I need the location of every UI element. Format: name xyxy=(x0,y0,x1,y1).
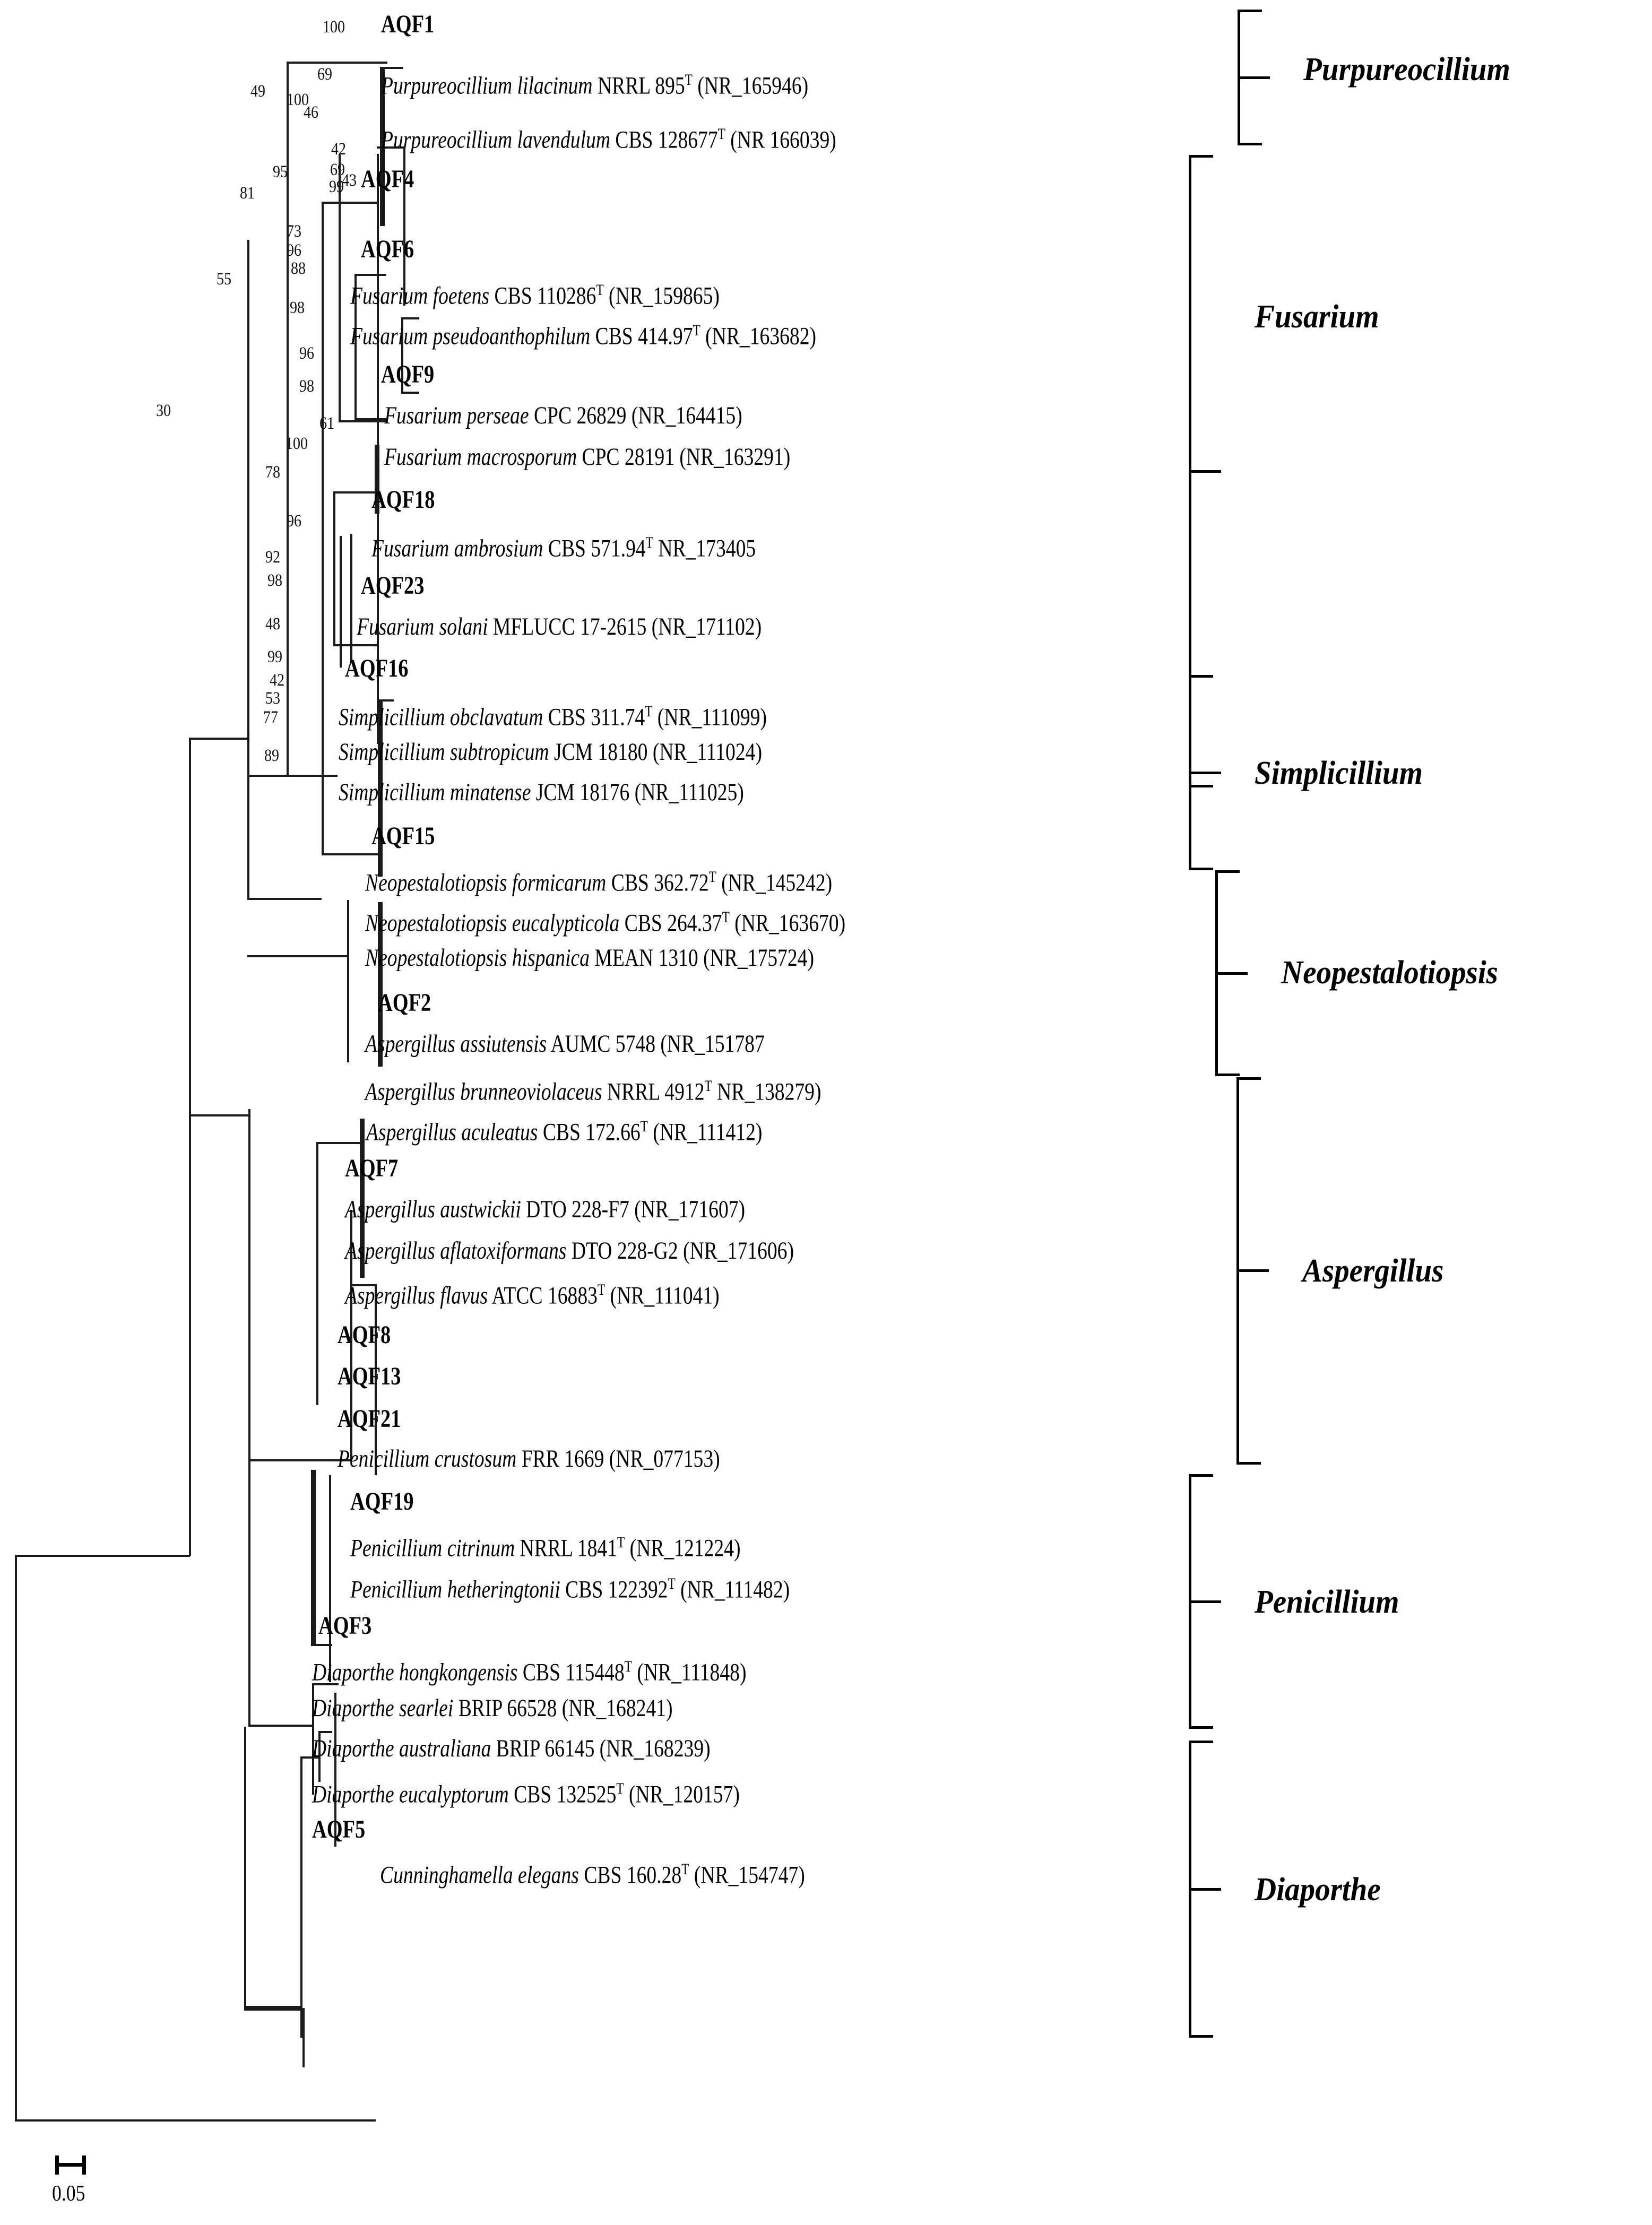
bootstrap-value: 73 xyxy=(287,222,302,241)
bootstrap-value: 81 xyxy=(240,184,255,203)
taxon-species-label: Aspergillus aflatoxiformans DTO 228-G2 (NR_171606) xyxy=(345,1237,794,1265)
taxon-species-label: Simplicillium subtropicum JCM 18180 (NR_111024) xyxy=(339,738,762,766)
taxon-strain-label: AQF23 xyxy=(361,572,425,600)
taxon-strain-label: AQF4 xyxy=(361,165,414,193)
taxon-species-label: Diaporthe hongkongensis CBS $115448^T$ (NR_111848) xyxy=(312,1658,747,1686)
genus-label-fusarium: Fusarium xyxy=(1255,299,1379,335)
bootstrap-value: 49 xyxy=(250,82,266,101)
bootstrap-value: 43 xyxy=(342,171,357,190)
bootstrap-value: 78 xyxy=(265,463,281,482)
taxon-strain-label: AQF8 xyxy=(338,1321,391,1349)
bootstrap-value: 100 xyxy=(323,18,345,37)
genus-label-aspergillus: Aspergillus xyxy=(1302,1253,1444,1289)
bootstrap-value: 99 xyxy=(267,647,283,666)
taxon-strain-label: AQF9 xyxy=(381,360,435,388)
taxon-strain-label: AQF7 xyxy=(345,1154,399,1182)
taxon-strain-label: AQF1 xyxy=(381,10,435,38)
genus-bracket-neopestalotiopsis xyxy=(1215,870,1271,1076)
taxon-species-label: Aspergillus assiutensis AUMC 5748 (NR_151787 xyxy=(365,1030,765,1058)
bootstrap-value: 96 xyxy=(287,241,302,260)
taxon-strain-label: AQF16 xyxy=(345,654,409,682)
scale-bar-line xyxy=(55,2163,86,2167)
taxon-species-label: Fusarium pseudoanthophilum CBS $414.97^T$ (NR_163682) xyxy=(350,322,817,350)
bootstrap-value: 55 xyxy=(217,270,232,289)
taxon-strain-label: AQF21 xyxy=(338,1405,401,1433)
bootstrap-value: 89 xyxy=(264,746,280,765)
bootstrap-value: 100 xyxy=(286,434,308,453)
taxon-species-label: Fusarium macrosporum CPC 28191 (NR_163291) xyxy=(384,443,791,471)
taxon-species-label: Penicillium citrinum NRRL $1841^T$ (NR_121224) xyxy=(350,1534,741,1562)
bootstrap-value: 95 xyxy=(273,162,288,181)
taxon-species-label: Penicillium hetheringtonii CBS $122392^T$ (NR_111482) xyxy=(350,1575,790,1604)
bootstrap-value: 69 xyxy=(330,160,345,179)
genus-bracket-diaporthe xyxy=(1189,1741,1244,2038)
bootstrap-value: 61 xyxy=(319,414,335,433)
bootstrap-value: 42 xyxy=(331,140,347,159)
taxon-species-label: Aspergillus aculeatus CBS $172.66^T$ (NR_111412) xyxy=(366,1118,763,1146)
taxon-strain-label: AQF6 xyxy=(361,235,414,263)
taxon-species-label: Fusarium perseae CPC 26829 (NR_164415) xyxy=(384,402,742,429)
bootstrap-value: 96 xyxy=(287,512,302,531)
taxon-species-label: Penicillium crustosum FRR 1669 (NR_077153) xyxy=(338,1445,720,1473)
taxon-species-label: Cunninghamella elegans CBS $160.28^T$ (NR_154747) xyxy=(380,1861,805,1889)
genus-bracket-aspergillus xyxy=(1236,1077,1292,1465)
bootstrap-value: 96 xyxy=(299,344,315,363)
taxon-species-label: Diaporthe eucalyptorum CBS $132525^T$ (NR_120157) xyxy=(312,1780,740,1808)
taxon-species-label: Aspergillus brunneoviolaceus NRRL $4912^T$ NR_138279) xyxy=(365,1078,821,1106)
bootstrap-value: 98 xyxy=(299,377,315,396)
bootstrap-value: 98 xyxy=(267,571,283,590)
bootstrap-value: 100 xyxy=(287,90,309,109)
taxon-species-label: Purpureocillium lilacinum NRRL $895^T$ (NR_165946) xyxy=(381,72,809,100)
bootstrap-value: 53 xyxy=(265,689,281,708)
taxon-species-label: Neopestalotiopsis formicarum CBS $362.72^T$ (NR_145242) xyxy=(365,869,833,897)
genus-label-neopestalotiopsis: Neopestalotiopsis xyxy=(1281,955,1498,991)
taxon-species-label: Aspergillus austwickii DTO 228-F7 (NR_171607) xyxy=(345,1196,746,1223)
taxon-species-label: Simplicillium minatense JCM 18176 (NR_111025) xyxy=(339,778,744,806)
genus-label-penicillium: Penicillium xyxy=(1255,1584,1399,1620)
taxon-species-label: Aspergillus flavus ATCC $16883^T$ (NR_111041) xyxy=(345,1282,720,1310)
bootstrap-value: 98 xyxy=(290,298,305,317)
scale-bar-label: 0.05 xyxy=(52,2181,85,2206)
bootstrap-value: 46 xyxy=(304,103,319,122)
taxon-species-label: Diaporthe searlei BRIP 66528 (NR_168241) xyxy=(312,1694,673,1722)
taxon-species-label: Diaporthe australiana BRIP 66145 (NR_168239) xyxy=(312,1735,711,1762)
genus-bracket-simplicillium xyxy=(1189,675,1244,870)
taxon-species-label: Fusarium ambrosium CBS $571.94^T$ NR_173405 xyxy=(371,534,756,562)
taxon-species-label: Simplicillium obclavatum CBS $311.74^T$ (NR_111099) xyxy=(339,703,767,731)
genus-label-purpureocillium: Purpureocillium xyxy=(1303,51,1510,88)
bootstrap-value: 92 xyxy=(265,548,281,567)
bootstrap-value: 42 xyxy=(270,671,285,690)
taxon-strain-label: AQF3 xyxy=(318,1612,372,1640)
genus-bracket-purpureocillium xyxy=(1238,10,1293,145)
genus-label-simplicillium: Simplicillium xyxy=(1255,755,1423,791)
taxon-species-label: Neopestalotiopsis hispanica MEAN 1310 (NR_175724) xyxy=(365,944,814,972)
bootstrap-value: 30 xyxy=(156,401,171,420)
taxon-species-label: Neopestalotiopsis eucalypticola CBS $264.37^T$ (NR_163670) xyxy=(365,909,846,937)
bootstrap-value: 77 xyxy=(263,708,279,727)
taxon-species-label: Purpureocillium lavendulum CBS $128677^T$ (NR 166039) xyxy=(381,126,836,154)
taxon-strain-label: AQF19 xyxy=(350,1487,414,1516)
genus-bracket-penicillium xyxy=(1189,1474,1244,1729)
bootstrap-value: 88 xyxy=(291,259,306,278)
bootstrap-value: 99 xyxy=(329,177,344,196)
taxon-species-label: Fusarium foetens CBS $110286^T$ (NR_159865) xyxy=(350,282,720,310)
genus-label-diaporthe: Diaporthe xyxy=(1255,1872,1381,1908)
taxon-strain-label: AQF18 xyxy=(371,486,435,514)
taxon-strain-label: AQF13 xyxy=(338,1362,401,1390)
taxon-species-label: Fusarium solani MFLUCC 17-2615 (NR_171102) xyxy=(357,613,762,640)
scale-bar-right-cap xyxy=(82,2155,86,2175)
bootstrap-value: 48 xyxy=(265,614,281,634)
taxon-strain-label: AQF5 xyxy=(312,1815,366,1843)
taxon-strain-label: AQF2 xyxy=(378,989,431,1017)
bootstrap-value: 69 xyxy=(317,65,333,84)
taxon-strain-label: AQF15 xyxy=(371,822,435,850)
